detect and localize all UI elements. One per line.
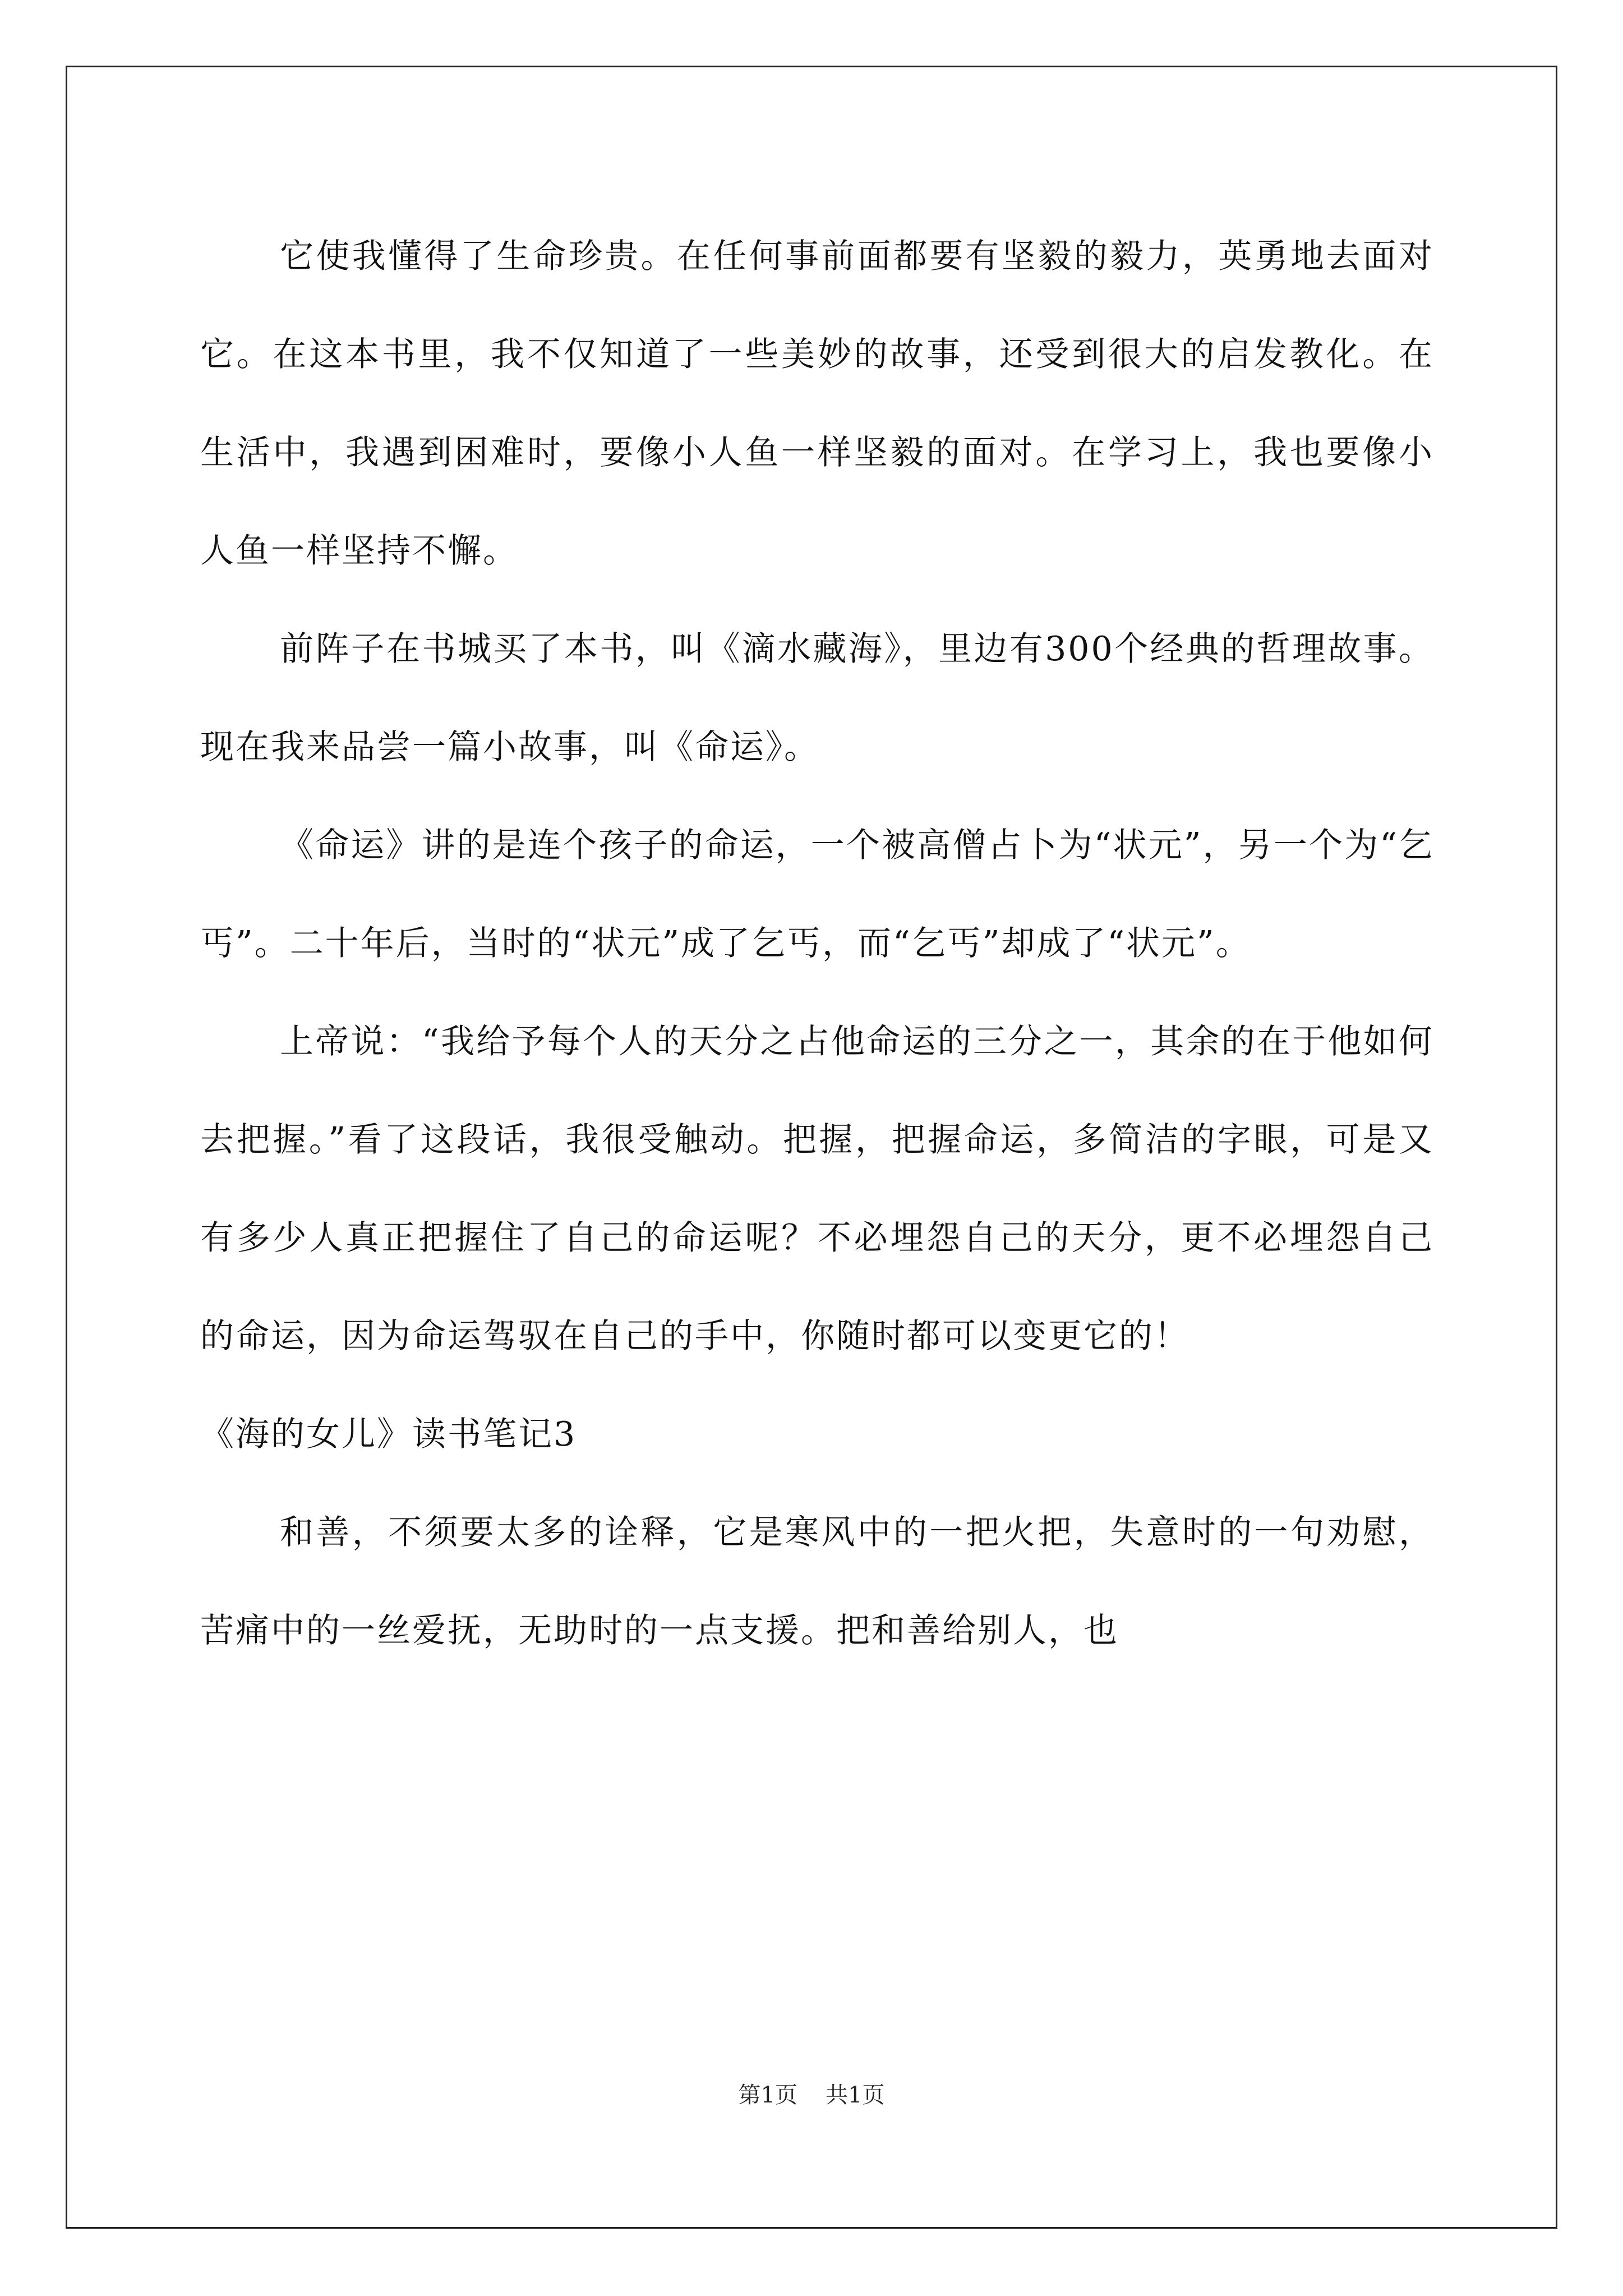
document-body — [200, 208, 1434, 1680]
section-heading: 《海的女儿》读书笔记3 — [200, 1415, 577, 1454]
paragraph: 前阵子在书城买了本书，叫《滴水藏海》，里边有300个经典的哲理故事。现在我来品尝一篇小故事，叫《命运》。 — [200, 629, 1434, 767]
page-number: 第1页 — [738, 2082, 797, 2108]
paragraph: 它使我懂得了生命珍贵。在任何事前面都要有坚毅的毅力，英勇地去面对它。在这本书里，我不仅知道了一些美妙的故事，还受到很大的启发教化。在生活中，我遇到困难时，要像小人鱼一样坚毅的面对。在学习上，我也要像小人鱼一样坚持不懈。 — [200, 237, 1434, 570]
page-footer — [0, 2078, 1623, 2112]
paragraph: 和善，不须要太多的诠释，它是寒风中的一把火把，失意时的一句劝慰，苦痛中的一丝爱抚，无助时的一点支援。把和善给别人，也 — [200, 1513, 1434, 1650]
page-total: 共1页 — [826, 2082, 885, 2108]
paragraph: 上帝说：“我给予每个人的天分之占他命运的三分之一，其余的在于他如何去把握。”看了这段话，我很受触动。把握，把握命运，多简洁的字眼，可是又有多少人真正把握住了自己的命运呢？不必埋怨自己的天分，更不必埋怨自己的命运，因为命运驾驭在自己的手中，你随时都可以变更它的！ — [200, 1022, 1434, 1356]
paragraph: 《命运》讲的是连个孩子的命运，一个被高僧占卜为“状元”，另一个为“乞丐”。二十年后，当时的“状元”成了乞丐，而“乞丐”却成了“状元”。 — [200, 826, 1434, 963]
